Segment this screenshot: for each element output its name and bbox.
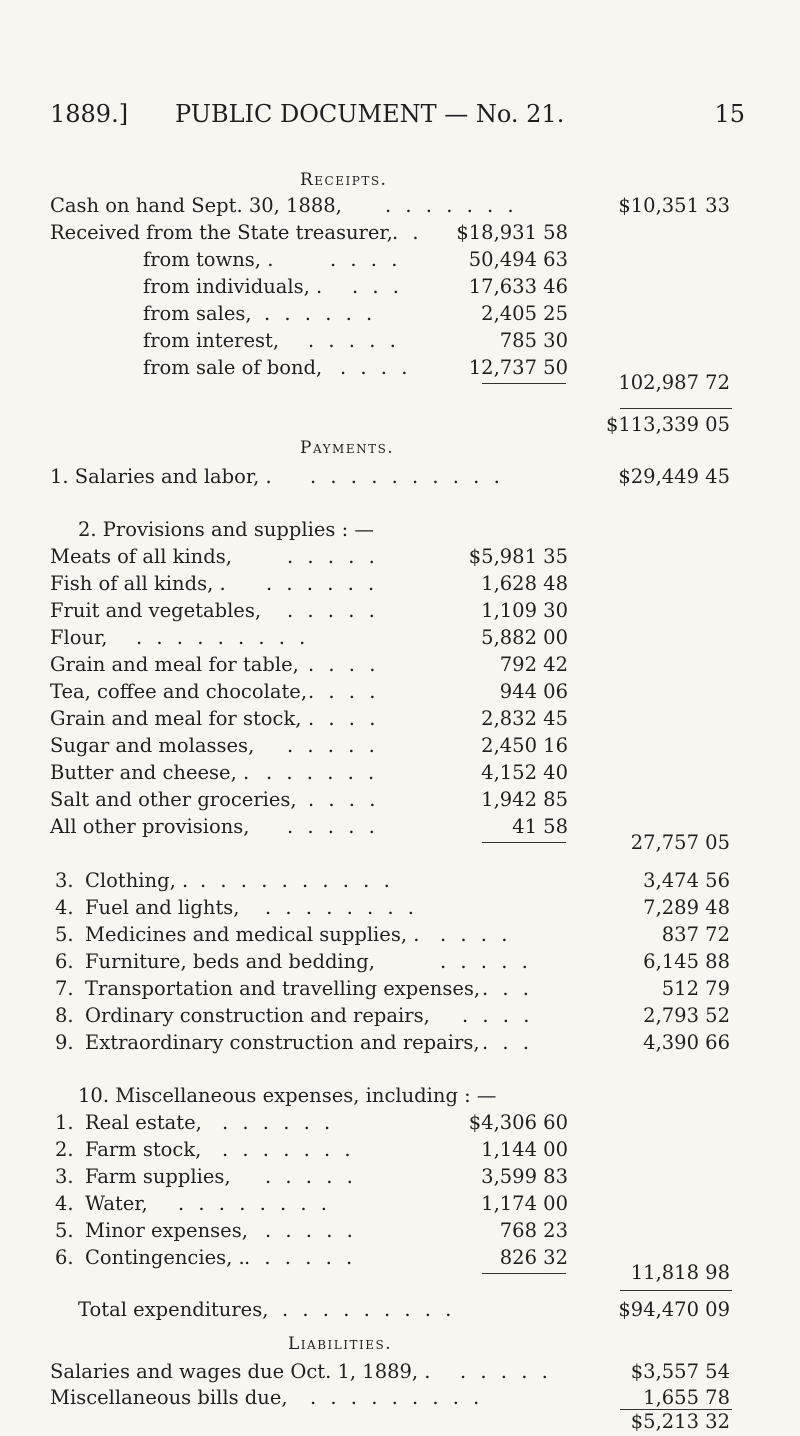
receipts-subtotal-row (0, 369, 800, 397)
provision-row: Butter and cheese, . . . . . . . 4,152 40 (50, 761, 568, 784)
receipt-row: from interest, . . . . . 785 30 (0, 327, 800, 355)
provision-row: Salt and other groceries, . . . . 1,942 85 (50, 788, 568, 811)
receipt-row: Cash on hand Sept. 30, 1888, . . . . . . . $10,351 33 (0, 192, 800, 220)
misc-row: 2. Farm stock, . . . . . . . 1,144 00 (55, 1138, 568, 1161)
receipts-total-row (0, 411, 800, 439)
misc-row: 1. Real estate, . . . . . . $4,306 60 (55, 1111, 568, 1134)
provisions-subtotal-row (0, 829, 800, 857)
provisions-heading: 2. Provisions and supplies : — (78, 518, 374, 541)
total-rule (620, 1290, 732, 1291)
misc-row: 4. Water, . . . . . . . . 1,174 00 (55, 1192, 568, 1215)
receipt-amount: 12,737 50 (468, 356, 568, 379)
receipt-row: from individuals, . . . . 17,633 46 (0, 273, 800, 301)
receipts-title: Receipts. (300, 170, 388, 190)
liabilities-total: $5,213 32 (630, 1410, 730, 1433)
provision-row: Fish of all kinds, . . . . . . . 1,628 48 (50, 572, 568, 595)
receipt-row: from sales, . . . . . . 2,405 25 (0, 300, 800, 328)
misc-row: 3. Farm supplies, . . . . . 3,599 83 (55, 1165, 568, 1188)
provision-row: Fruit and vegetables, . . . . . 1,109 30 (50, 599, 568, 622)
liabilities-title: Liabilities. (288, 1334, 393, 1354)
total-rule (620, 408, 732, 409)
liability-row: Salaries and wages due Oct. 1, 1889, . . . . . . $3,557 54 (50, 1360, 730, 1383)
misc-row: 6. Contingencies, . . . . . . . 826 32 (55, 1246, 568, 1269)
total-expenditures: $94,470 09 (618, 1298, 730, 1321)
payments-title: Payments. (300, 438, 395, 458)
receipt-row: Received from the State treasurer, . . $18,931 58 (0, 219, 800, 247)
receipt-right-amount: $10,351 33 (618, 194, 730, 217)
misc-subtotal-row (0, 1259, 800, 1287)
liabilities-total-row (0, 1408, 800, 1436)
receipt-amount: $18,931 58 (456, 221, 568, 244)
header-year: 1889.] (50, 100, 129, 128)
receipt-amount: 17,633 46 (468, 275, 568, 298)
receipt-amount: 785 30 (499, 329, 568, 352)
receipt-row: from sale of bond, . . . . 12,737 50 (0, 354, 800, 382)
provision-row: Grain and meal for table, . . . . 792 42 (50, 653, 568, 676)
payment-row: 4. Fuel and lights, . . . . . . . . 7,289 48 (55, 896, 730, 919)
misc-row: 5. Minor expenses, . . . . . 768 23 (55, 1219, 568, 1242)
misc-subtotal: 11,818 98 (630, 1261, 730, 1284)
receipt-row: from towns, . . . . . 50,494 63 (0, 246, 800, 274)
total-expenditures-row: Total expenditures, . . . . . . . . . $94,470 09 (0, 1296, 800, 1324)
receipt-amount: 50,494 63 (468, 248, 568, 271)
provision-row: Tea, coffee and chocolate, . . . . 944 06 (50, 680, 568, 703)
provisions-subtotal: 27,757 05 (630, 831, 730, 854)
receipt-amount: 2,405 25 (481, 302, 568, 325)
provision-row: All other provisions, . . . . . 41 58 (50, 815, 568, 838)
payment-row: 8. Ordinary construction and repairs, . . . . 2,793 52 (55, 1004, 730, 1027)
payment-amount: $29,449 45 (618, 465, 730, 488)
provision-row: Meats of all kinds, . . . . . $5,981 35 (50, 545, 568, 568)
payment-row: 5. Medicines and medical supplies, . . . . . 837 72 (55, 923, 730, 946)
misc-heading: 10. Miscellaneous expenses, including : — (78, 1084, 497, 1107)
page-number: 15 (714, 100, 745, 128)
payment-row: 3. Clothing, . . . . . . . . . . . 3,474 56 (55, 869, 730, 892)
page-header (50, 100, 745, 140)
payment-row: 1. Salaries and labor, . . . . . . . . . . . $29,449 45 (0, 463, 800, 491)
provision-row: Flour, . . . . . . . . . 5,882 00 (50, 626, 568, 649)
liability-row: Miscellaneous bills due, . . . . . . . . . 1,655 78 (50, 1386, 730, 1409)
receipts-subtotal: 102,987 72 (618, 371, 730, 394)
provision-row: Grain and meal for stock, . . . . 2,832 45 (50, 707, 568, 730)
provision-row: Sugar and molasses, . . . . . 2,450 16 (50, 734, 568, 757)
payment-row: 9. Extraordinary construction and repairs, . . . 4,390 66 (55, 1031, 730, 1054)
payment-row: 7. Transportation and travelling expenses, . . . 512 79 (55, 977, 730, 1000)
receipts-total: $113,339 05 (605, 413, 730, 436)
header-title: PUBLIC DOCUMENT — No. 21. (175, 100, 565, 128)
payment-row: 6. Furniture, beds and bedding, . . . . . 6,145 88 (55, 950, 730, 973)
